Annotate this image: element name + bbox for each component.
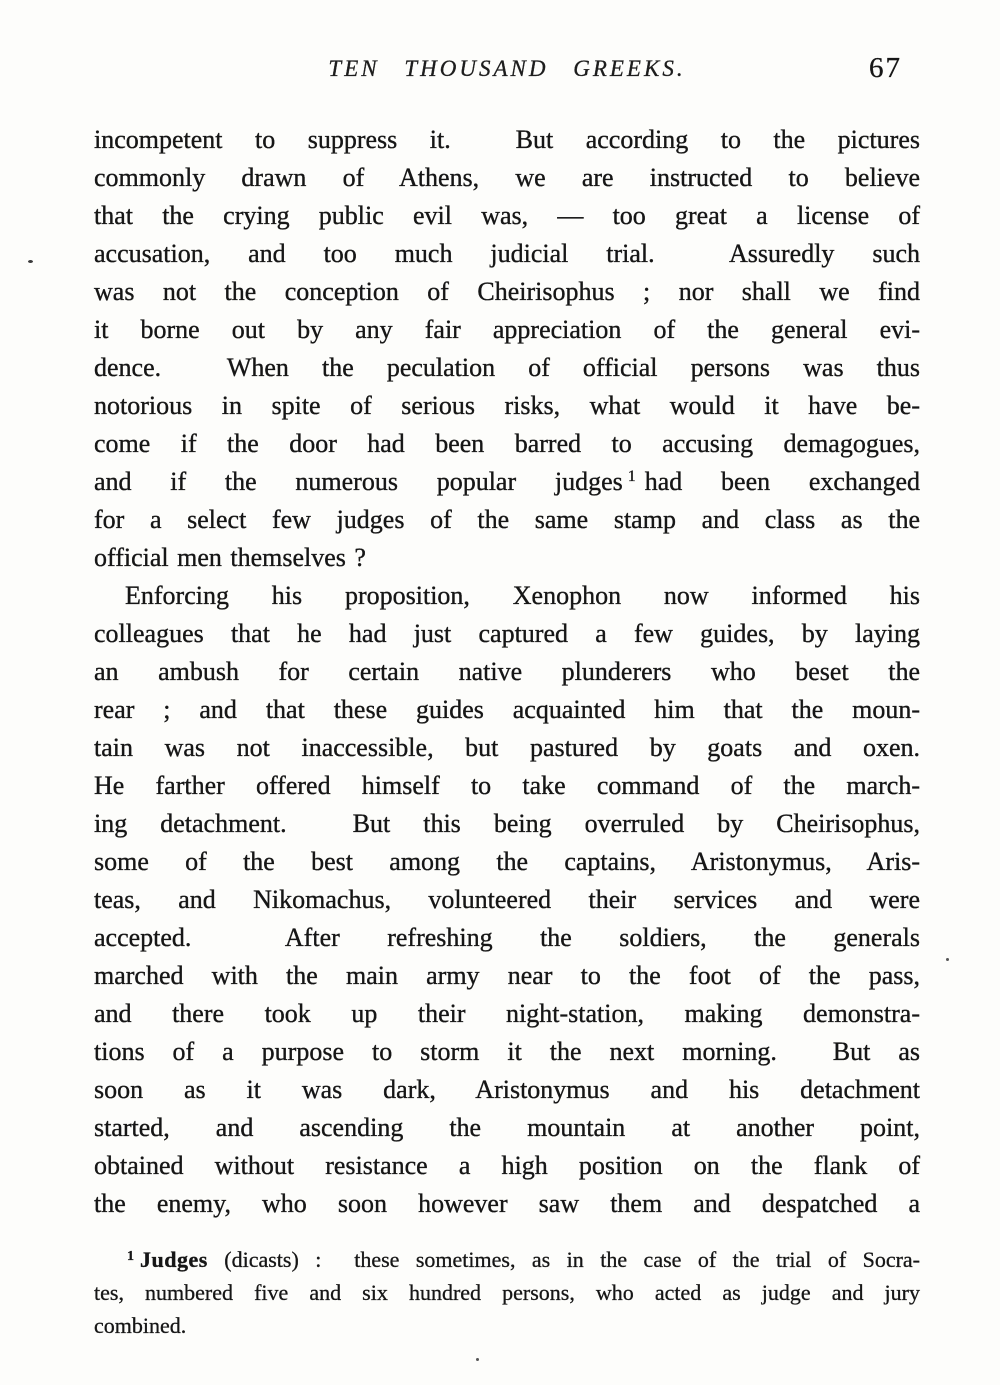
text-line: an ambush for certain native plunderers who beset the bbox=[94, 657, 920, 686]
text-line: teas, and Nikomachus, volunteered their services and were bbox=[94, 885, 920, 914]
scan-speck bbox=[946, 958, 949, 961]
footnote bbox=[94, 1243, 920, 1342]
footnote-lead-word: Judges bbox=[140, 1247, 208, 1272]
text-line: for a select few judges of the same stamp and class as the bbox=[94, 505, 920, 534]
text-line: ing detachment. But this being overruled by Cheirisophus, bbox=[94, 809, 920, 838]
text-line: the enemy, who soon however saw them and despatched a bbox=[94, 1189, 920, 1218]
text-segment: had been exchanged bbox=[644, 467, 921, 496]
text-line: He farther offered himself to take command of the march- bbox=[94, 771, 920, 800]
running-title: TEN THOUSAND GREEKS. bbox=[328, 56, 686, 81]
text-line: notorious in spite of serious risks, what would it have be- bbox=[94, 391, 920, 420]
text-line: dence. When the peculation of official persons was thus bbox=[94, 353, 920, 382]
footnote-marker: 1 bbox=[127, 1249, 134, 1264]
text-line: rear ; and that these guides acquainted him that the moun- bbox=[94, 695, 920, 724]
text-line: accepted. After refreshing the soldiers, the generals bbox=[94, 923, 920, 952]
text-line: official men themselves ? bbox=[94, 543, 366, 572]
text-line: some of the best among the captains, Aristonymus, Aris- bbox=[94, 847, 920, 876]
body-text bbox=[94, 121, 920, 1223]
text-line: incompetent to suppress it. But according to the pictures bbox=[94, 125, 920, 154]
text-line: marched with the main army near to the foot of the pass, bbox=[94, 961, 920, 990]
page-header bbox=[94, 52, 920, 96]
text-line: and there took up their night-station, making demonstra- bbox=[94, 999, 920, 1028]
footnote-reference: 1 bbox=[627, 468, 636, 485]
text-line: it borne out by any fair appreciation of the general evi- bbox=[94, 315, 920, 344]
text-line-with-footnote-ref bbox=[94, 463, 920, 501]
text-line: tions of a purpose to storm it the next morning. But as bbox=[94, 1037, 920, 1066]
page-number: 67 bbox=[869, 52, 902, 84]
text-line: colleagues that he had just captured a few guides, by laying bbox=[94, 619, 920, 648]
text-line: soon as it was dark, Aristonymus and his detachment bbox=[94, 1075, 920, 1104]
scan-speck bbox=[28, 260, 33, 263]
footnote-text-segment: (dicasts) : these sometimes, as in the case of the trial of Socra- bbox=[224, 1247, 921, 1272]
scan-speck bbox=[476, 1358, 479, 1361]
text-line: obtained without resistance a high position on the flank of bbox=[94, 1151, 920, 1180]
footnote-line: tes, numbered five and six hundred persons, who acted as judge and jury bbox=[94, 1280, 920, 1305]
text-segment: and if the numerous popular judges bbox=[94, 467, 623, 496]
text-line: accusation, and too much judicial trial. Assuredly such bbox=[94, 239, 920, 268]
text-line: that the crying public evil was, — too great a license of bbox=[94, 201, 920, 230]
footnote-line: combined. bbox=[94, 1313, 187, 1338]
text-line: started, and ascending the mountain at another point, bbox=[94, 1113, 920, 1142]
text-line: Enforcing his proposition, Xenophon now informed his bbox=[125, 581, 920, 610]
text-line: commonly drawn of Athens, we are instructed to believe bbox=[94, 163, 920, 192]
footnote-line bbox=[94, 1243, 920, 1276]
text-line: was not the conception of Cheirisophus ; nor shall we find bbox=[94, 277, 920, 306]
text-line: tain was not inaccessible, but pastured by goats and oxen. bbox=[94, 733, 920, 762]
text-line: come if the door had been barred to accusing demagogues, bbox=[94, 429, 920, 458]
